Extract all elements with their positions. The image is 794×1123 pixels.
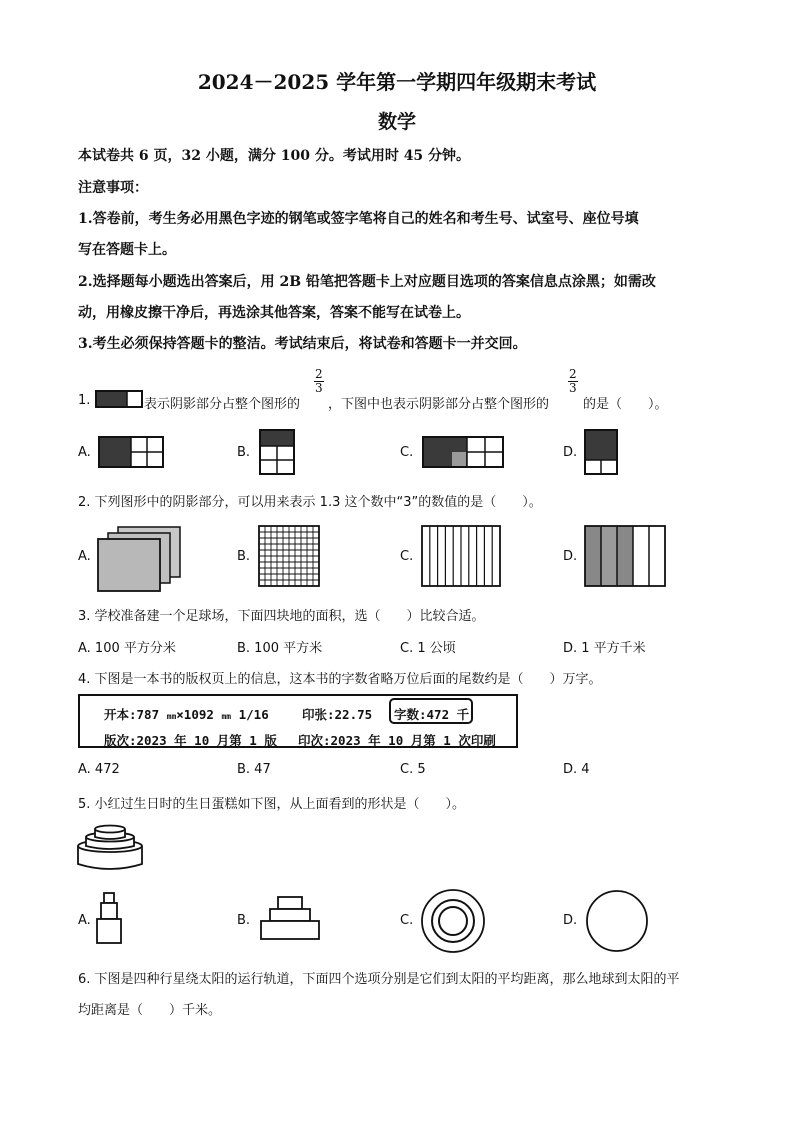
note-1-line-2: 写在答题卡上。	[78, 242, 176, 258]
q1-option-b-figure	[259, 429, 295, 475]
copyright-format	[104, 705, 269, 723]
q1-fraction-1	[314, 368, 324, 395]
q2-option-b-label[interactable]: B.	[237, 549, 251, 564]
q1-text-c: 的是（ ）。	[583, 397, 668, 412]
q2-option-a-label[interactable]: A.	[78, 549, 91, 564]
q1-frac1-num: 2	[315, 367, 323, 381]
note-2-line-2: 动，用橡皮擦干净后，再选涂其他答案，答案不能写在试卷上。	[78, 305, 470, 321]
q1-frac2-den: 3	[569, 381, 577, 395]
subject-title: 数学	[377, 111, 416, 133]
q2-option-a-figure	[94, 525, 184, 595]
q1-text	[144, 393, 300, 412]
copyright-yinzhang: 印张:22.75	[302, 707, 373, 722]
q5-option-c-figure	[420, 888, 486, 954]
q3-option-b[interactable]: B. 100 平方米	[237, 641, 323, 656]
q1-option-b-label[interactable]: B.	[237, 445, 251, 460]
q1-number: 1.	[78, 393, 91, 408]
q1-text-b: ，下图中也表示阴影部分占整个图形的	[328, 397, 550, 412]
q3-option-a[interactable]: A. 100 平方分米	[78, 641, 176, 656]
q6-text-line-2: 均距离是（ ）千米。	[78, 1003, 222, 1018]
q5-text: 5. 小红过生日时的生日蛋糕如下图，从上面看到的形状是（ ）。	[78, 797, 466, 812]
q6-text-line-1: 6. 下图是四种行星绕太阳的运行轨道，下面四个选项分别是它们到太阳的平均距离，那么地球到太阳的平	[78, 972, 680, 987]
q1-option-c-label[interactable]: C.	[400, 445, 414, 460]
q1-bar-figure	[95, 390, 143, 408]
q4-text: 4. 下图是一本书的版权页上的信息，这本书的字数省略万位后面的尾数约是（ ）万字。	[78, 672, 602, 687]
note-2-line-1: 2.选择题每小题选出答案后，用 2B 铅笔把答题卡上对应题目选项的答案信息点涂黑；如需改	[78, 274, 656, 290]
q2-option-b-figure	[258, 525, 320, 587]
exam-intro: 本试卷共 6 页，32 小题，满分 100 分。考试用时 45 分钟。	[78, 148, 471, 164]
q1-text-a: 表示阴影部分占整个图形的	[144, 397, 301, 412]
copyright-mm-1: mm	[166, 712, 177, 721]
notes-heading: 注意事项：	[78, 180, 148, 196]
q5-option-d-label[interactable]: D.	[563, 913, 578, 928]
q4-option-d[interactable]: D. 4	[563, 762, 590, 777]
copyright-yinci: 印次:2023 年 10 月第 1 次印刷	[298, 733, 496, 748]
q3-text: 3. 学校准备建一个足球场，下面四块地的面积，选（ ）比较合适。	[78, 609, 485, 624]
copyright-zishu: 字数:472 千	[394, 707, 470, 722]
q1-frac1-den: 3	[315, 381, 323, 395]
q5-option-b-figure	[260, 896, 322, 942]
q1-option-a-label[interactable]: A.	[78, 445, 91, 460]
note-1-line-1: 1.答卷前，考生务必用黑色字迹的钢笔或签字笔将自己的姓名和考生号、试室号、座位号填	[78, 211, 639, 227]
q5-option-a-label[interactable]: A.	[78, 913, 91, 928]
copyright-banci: 版次:2023 年 10 月第 1 版	[104, 733, 277, 748]
q5-option-c-label[interactable]: C.	[400, 913, 414, 928]
exam-title: 2024－2025 学年第一学期四年级期末考试	[197, 70, 597, 94]
q1-option-d-label[interactable]: D.	[563, 445, 578, 460]
q2-option-d-figure	[584, 525, 666, 587]
q4-option-c[interactable]: C. 5	[400, 762, 426, 777]
note-3: 3.考生必须保持答题卡的整洁。考试结束后，将试卷和答题卡一并交回。	[78, 336, 527, 352]
copyright-x: ×1092	[176, 707, 214, 722]
q1-frac2-num: 2	[569, 367, 577, 381]
q2-option-d-label[interactable]: D.	[563, 549, 578, 564]
q3-option-c[interactable]: C. 1 公顷	[400, 641, 456, 656]
copyright-kaiben: 开本:787	[104, 707, 160, 722]
q3-option-d[interactable]: D. 1 平方千米	[563, 641, 646, 656]
q4-option-a[interactable]: A. 472	[78, 762, 120, 777]
q5-option-b-label[interactable]: B.	[237, 913, 251, 928]
q2-option-c-figure	[421, 525, 501, 587]
q1-option-a-figure	[98, 436, 164, 468]
q2-option-c-label[interactable]: C.	[400, 549, 414, 564]
q1-option-d-figure	[584, 429, 618, 475]
q5-option-d-figure	[585, 889, 649, 953]
q5-option-a-figure	[96, 892, 124, 946]
birthday-cake-figure	[76, 824, 144, 872]
q1-fraction-2	[568, 368, 578, 395]
q2-text: 2. 下列图形中的阴影部分，可以用来表示 1.3 这个数中“3”的数值的是（ ）。	[78, 495, 542, 510]
q4-option-b[interactable]: B. 47	[237, 762, 271, 777]
q1-option-c-figure	[422, 436, 504, 468]
copyright-16: 1/16	[238, 707, 269, 722]
copyright-mm-2: mm	[221, 712, 232, 721]
